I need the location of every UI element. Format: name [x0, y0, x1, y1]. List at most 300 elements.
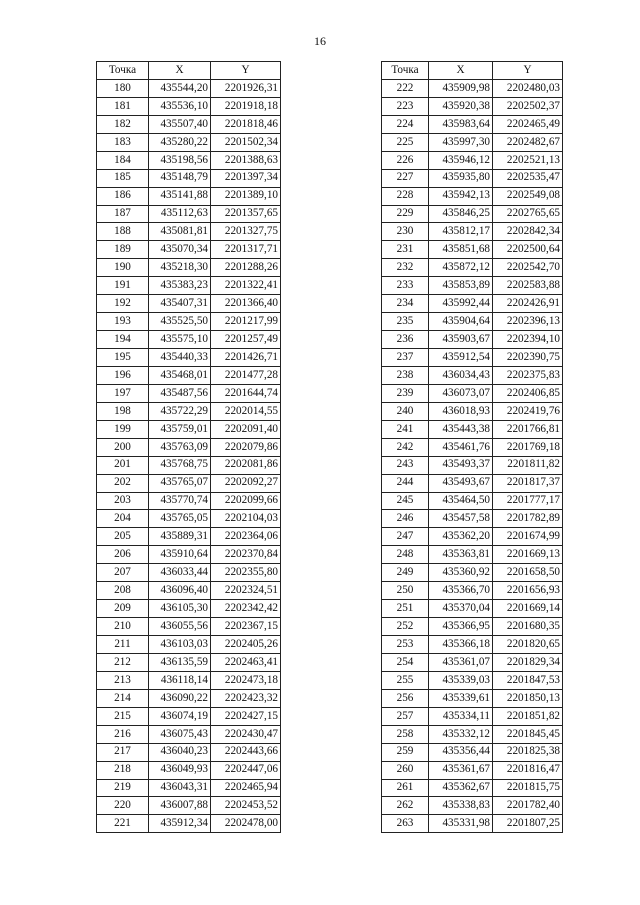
x-coordinate-cell: 435575,10 [149, 331, 211, 349]
y-coordinate-cell: 2202443,66 [211, 743, 281, 761]
table-row [382, 456, 563, 474]
point-number-cell: 210 [97, 618, 149, 636]
x-coordinate-cell: 435461,76 [429, 438, 493, 456]
y-coordinate-cell: 2202765,65 [493, 205, 563, 223]
point-number-cell: 209 [97, 600, 149, 618]
table-row [382, 618, 563, 636]
point-number-cell: 256 [382, 689, 429, 707]
y-coordinate-cell: 2201851,82 [493, 707, 563, 725]
x-coordinate-cell: 435920,38 [429, 97, 493, 115]
table-row [382, 725, 563, 743]
y-coordinate-cell: 2202406,85 [493, 384, 563, 402]
y-coordinate-cell: 2202480,03 [493, 79, 563, 97]
y-coordinate-cell: 2201656,93 [493, 582, 563, 600]
x-coordinate-cell: 435487,56 [149, 384, 211, 402]
x-coordinate-cell: 435992,44 [429, 295, 493, 313]
table-row [382, 151, 563, 169]
y-coordinate-cell: 2201644,74 [211, 384, 281, 402]
point-number-cell: 223 [382, 97, 429, 115]
y-coordinate-cell: 2202081,86 [211, 456, 281, 474]
y-coordinate-cell: 2201389,10 [211, 187, 281, 205]
table-row [382, 707, 563, 725]
y-coordinate-cell: 2202342,42 [211, 600, 281, 618]
table-row [97, 474, 281, 492]
table-row [97, 671, 281, 689]
table-row [97, 241, 281, 259]
table-row [382, 743, 563, 761]
y-coordinate-cell: 2202367,15 [211, 618, 281, 636]
point-number-cell: 244 [382, 474, 429, 492]
table-row [97, 259, 281, 277]
table-row [97, 689, 281, 707]
table-row [97, 402, 281, 420]
point-number-cell: 254 [382, 653, 429, 671]
y-coordinate-cell: 2201845,45 [493, 725, 563, 743]
table-row [382, 474, 563, 492]
point-number-cell: 208 [97, 582, 149, 600]
y-coordinate-cell: 2201769,18 [493, 438, 563, 456]
y-coordinate-cell: 2202453,52 [211, 797, 281, 815]
point-number-cell: 180 [97, 79, 149, 97]
table-row [97, 456, 281, 474]
x-coordinate-cell: 435407,31 [149, 295, 211, 313]
header-point: Точка [97, 62, 149, 80]
coordinates-table-right [381, 61, 563, 833]
table-row [97, 582, 281, 600]
y-coordinate-cell: 2201847,53 [493, 671, 563, 689]
point-number-cell: 219 [97, 779, 149, 797]
y-coordinate-cell: 2202091,40 [211, 420, 281, 438]
point-number-cell: 195 [97, 349, 149, 367]
table-row [97, 653, 281, 671]
x-coordinate-cell: 435946,12 [429, 151, 493, 169]
table-row [382, 259, 563, 277]
point-number-cell: 207 [97, 564, 149, 582]
point-number-cell: 242 [382, 438, 429, 456]
x-coordinate-cell: 435331,98 [429, 815, 493, 833]
point-number-cell: 203 [97, 492, 149, 510]
point-number-cell: 250 [382, 582, 429, 600]
table-row [382, 366, 563, 384]
x-coordinate-cell: 435457,58 [429, 510, 493, 528]
y-coordinate-cell: 2201782,89 [493, 510, 563, 528]
point-number-cell: 221 [97, 815, 149, 833]
y-coordinate-cell: 2202370,84 [211, 546, 281, 564]
table-row [382, 241, 563, 259]
y-coordinate-cell: 2202583,88 [493, 277, 563, 295]
table-row [382, 546, 563, 564]
x-coordinate-cell: 435443,38 [429, 420, 493, 438]
point-number-cell: 240 [382, 402, 429, 420]
point-number-cell: 222 [382, 79, 429, 97]
y-coordinate-cell: 2202465,94 [211, 779, 281, 797]
y-coordinate-cell: 2201777,17 [493, 492, 563, 510]
point-number-cell: 185 [97, 169, 149, 187]
y-coordinate-cell: 2201815,75 [493, 779, 563, 797]
y-coordinate-cell: 2202482,67 [493, 133, 563, 151]
y-coordinate-cell: 2201818,46 [211, 115, 281, 133]
header-y: Y [493, 62, 563, 80]
x-coordinate-cell: 435464,50 [429, 492, 493, 510]
table-row [97, 366, 281, 384]
table-row [97, 546, 281, 564]
x-coordinate-cell: 435112,63 [149, 205, 211, 223]
point-number-cell: 224 [382, 115, 429, 133]
point-number-cell: 252 [382, 618, 429, 636]
x-coordinate-cell: 435889,31 [149, 528, 211, 546]
point-number-cell: 217 [97, 743, 149, 761]
x-coordinate-cell: 435903,67 [429, 331, 493, 349]
table-row [97, 295, 281, 313]
y-coordinate-cell: 2202447,06 [211, 761, 281, 779]
x-coordinate-cell: 435362,67 [429, 779, 493, 797]
point-number-cell: 263 [382, 815, 429, 833]
point-number-cell: 239 [382, 384, 429, 402]
x-coordinate-cell: 435765,05 [149, 510, 211, 528]
table-row [97, 331, 281, 349]
x-coordinate-cell: 435768,75 [149, 456, 211, 474]
point-number-cell: 206 [97, 546, 149, 564]
header-x: X [429, 62, 493, 80]
x-coordinate-cell: 435198,56 [149, 151, 211, 169]
point-number-cell: 213 [97, 671, 149, 689]
x-coordinate-cell: 435851,68 [429, 241, 493, 259]
point-number-cell: 245 [382, 492, 429, 510]
point-number-cell: 211 [97, 636, 149, 654]
table-row [382, 564, 563, 582]
table-row [382, 653, 563, 671]
y-coordinate-cell: 2202099,66 [211, 492, 281, 510]
x-coordinate-cell: 436007,88 [149, 797, 211, 815]
y-coordinate-cell: 2201811,82 [493, 456, 563, 474]
table-row [97, 492, 281, 510]
page-number: 16 [314, 34, 326, 48]
point-number-cell: 255 [382, 671, 429, 689]
table-row [97, 151, 281, 169]
table-row [382, 223, 563, 241]
header-x: X [149, 62, 211, 80]
table-row [97, 743, 281, 761]
x-coordinate-cell: 435853,89 [429, 277, 493, 295]
x-coordinate-cell: 435148,79 [149, 169, 211, 187]
x-coordinate-cell: 435765,07 [149, 474, 211, 492]
table-row [382, 349, 563, 367]
y-coordinate-cell: 2202535,47 [493, 169, 563, 187]
point-number-cell: 226 [382, 151, 429, 169]
table-row [382, 384, 563, 402]
table-row [97, 133, 281, 151]
point-number-cell: 186 [97, 187, 149, 205]
point-number-cell: 181 [97, 97, 149, 115]
x-coordinate-cell: 436049,93 [149, 761, 211, 779]
x-coordinate-cell: 436040,23 [149, 743, 211, 761]
point-number-cell: 261 [382, 779, 429, 797]
x-coordinate-cell: 436034,43 [429, 366, 493, 384]
table-row [97, 725, 281, 743]
table-row [382, 187, 563, 205]
x-coordinate-cell: 436075,43 [149, 725, 211, 743]
y-coordinate-cell: 2202355,80 [211, 564, 281, 582]
table-row [97, 707, 281, 725]
y-coordinate-cell: 2201669,13 [493, 546, 563, 564]
point-number-cell: 241 [382, 420, 429, 438]
y-coordinate-cell: 2202396,13 [493, 313, 563, 331]
y-coordinate-cell: 2202542,70 [493, 259, 563, 277]
y-coordinate-cell: 2202427,15 [211, 707, 281, 725]
point-number-cell: 216 [97, 725, 149, 743]
x-coordinate-cell: 435361,07 [429, 653, 493, 671]
y-coordinate-cell: 2202842,34 [493, 223, 563, 241]
table-row [97, 349, 281, 367]
y-coordinate-cell: 2202549,08 [493, 187, 563, 205]
x-coordinate-cell: 435366,95 [429, 618, 493, 636]
x-coordinate-cell: 435759,01 [149, 420, 211, 438]
y-coordinate-cell: 2201674,99 [493, 528, 563, 546]
point-number-cell: 260 [382, 761, 429, 779]
y-coordinate-cell: 2202390,75 [493, 349, 563, 367]
x-coordinate-cell: 435909,98 [429, 79, 493, 97]
table-row [97, 384, 281, 402]
y-coordinate-cell: 2202394,10 [493, 331, 563, 349]
y-coordinate-cell: 2202079,86 [211, 438, 281, 456]
point-number-cell: 188 [97, 223, 149, 241]
y-coordinate-cell: 2201918,18 [211, 97, 281, 115]
x-coordinate-cell: 435141,88 [149, 187, 211, 205]
point-number-cell: 231 [382, 241, 429, 259]
x-coordinate-cell: 435935,80 [429, 169, 493, 187]
point-number-cell: 246 [382, 510, 429, 528]
x-coordinate-cell: 435334,11 [429, 707, 493, 725]
table-row [97, 97, 281, 115]
x-coordinate-cell: 435812,17 [429, 223, 493, 241]
point-number-cell: 197 [97, 384, 149, 402]
y-coordinate-cell: 2201817,37 [493, 474, 563, 492]
x-coordinate-cell: 435872,12 [429, 259, 493, 277]
table-row [382, 582, 563, 600]
y-coordinate-cell: 2202473,18 [211, 671, 281, 689]
table-row [382, 331, 563, 349]
x-coordinate-cell: 436055,56 [149, 618, 211, 636]
y-coordinate-cell: 2201388,63 [211, 151, 281, 169]
x-coordinate-cell: 435360,92 [429, 564, 493, 582]
point-number-cell: 201 [97, 456, 149, 474]
point-number-cell: 190 [97, 259, 149, 277]
y-coordinate-cell: 2201816,47 [493, 761, 563, 779]
coordinates-table-left [96, 61, 281, 833]
y-coordinate-cell: 2201502,34 [211, 133, 281, 151]
y-coordinate-cell: 2201327,75 [211, 223, 281, 241]
x-coordinate-cell: 435910,64 [149, 546, 211, 564]
table-row [382, 779, 563, 797]
table-row [382, 671, 563, 689]
point-number-cell: 259 [382, 743, 429, 761]
table-row [382, 402, 563, 420]
y-coordinate-cell: 2201217,99 [211, 313, 281, 331]
y-coordinate-cell: 2201926,31 [211, 79, 281, 97]
point-number-cell: 234 [382, 295, 429, 313]
point-number-cell: 232 [382, 259, 429, 277]
x-coordinate-cell: 435983,64 [429, 115, 493, 133]
y-coordinate-cell: 2201397,34 [211, 169, 281, 187]
point-number-cell: 182 [97, 115, 149, 133]
x-coordinate-cell: 436105,30 [149, 600, 211, 618]
table-row [382, 277, 563, 295]
y-coordinate-cell: 2201766,81 [493, 420, 563, 438]
x-coordinate-cell: 435722,29 [149, 402, 211, 420]
y-coordinate-cell: 2202430,47 [211, 725, 281, 743]
point-number-cell: 248 [382, 546, 429, 564]
point-number-cell: 212 [97, 653, 149, 671]
x-coordinate-cell: 435280,22 [149, 133, 211, 151]
x-coordinate-cell: 435942,13 [429, 187, 493, 205]
y-coordinate-cell: 2202324,51 [211, 582, 281, 600]
table-row [97, 618, 281, 636]
table-row [382, 420, 563, 438]
table-row [382, 636, 563, 654]
x-coordinate-cell: 435366,18 [429, 636, 493, 654]
y-coordinate-cell: 2202500,64 [493, 241, 563, 259]
table-row [97, 187, 281, 205]
table-row [382, 313, 563, 331]
point-number-cell: 187 [97, 205, 149, 223]
table-row [382, 600, 563, 618]
point-number-cell: 205 [97, 528, 149, 546]
x-coordinate-cell: 435763,09 [149, 438, 211, 456]
table-row [97, 564, 281, 582]
x-coordinate-cell: 436018,93 [429, 402, 493, 420]
x-coordinate-cell: 435370,04 [429, 600, 493, 618]
x-coordinate-cell: 435362,20 [429, 528, 493, 546]
x-coordinate-cell: 435770,74 [149, 492, 211, 510]
table-row [382, 169, 563, 187]
table-header-row [382, 62, 563, 80]
point-number-cell: 199 [97, 420, 149, 438]
x-coordinate-cell: 435846,25 [429, 205, 493, 223]
y-coordinate-cell: 2201807,25 [493, 815, 563, 833]
table-row [97, 277, 281, 295]
x-coordinate-cell: 436096,40 [149, 582, 211, 600]
x-coordinate-cell: 435997,30 [429, 133, 493, 151]
table-row [97, 223, 281, 241]
x-coordinate-cell: 436043,31 [149, 779, 211, 797]
x-coordinate-cell: 435332,12 [429, 725, 493, 743]
point-number-cell: 215 [97, 707, 149, 725]
y-coordinate-cell: 2202405,26 [211, 636, 281, 654]
point-number-cell: 183 [97, 133, 149, 151]
point-number-cell: 230 [382, 223, 429, 241]
point-number-cell: 228 [382, 187, 429, 205]
point-number-cell: 184 [97, 151, 149, 169]
y-coordinate-cell: 2202521,13 [493, 151, 563, 169]
table-row [97, 761, 281, 779]
point-number-cell: 229 [382, 205, 429, 223]
x-coordinate-cell: 436090,22 [149, 689, 211, 707]
point-number-cell: 233 [382, 277, 429, 295]
x-coordinate-cell: 435218,30 [149, 259, 211, 277]
point-number-cell: 204 [97, 510, 149, 528]
table-row [382, 295, 563, 313]
y-coordinate-cell: 2201820,65 [493, 636, 563, 654]
x-coordinate-cell: 435363,81 [429, 546, 493, 564]
y-coordinate-cell: 2201366,40 [211, 295, 281, 313]
table-row [97, 797, 281, 815]
x-coordinate-cell: 435544,20 [149, 79, 211, 97]
point-number-cell: 196 [97, 366, 149, 384]
x-coordinate-cell: 435904,64 [429, 313, 493, 331]
x-coordinate-cell: 436103,03 [149, 636, 211, 654]
x-coordinate-cell: 435912,54 [429, 349, 493, 367]
table-row [382, 79, 563, 97]
point-number-cell: 251 [382, 600, 429, 618]
point-number-cell: 218 [97, 761, 149, 779]
y-coordinate-cell: 2202423,32 [211, 689, 281, 707]
table-row [97, 438, 281, 456]
x-coordinate-cell: 435493,37 [429, 456, 493, 474]
point-number-cell: 236 [382, 331, 429, 349]
y-coordinate-cell: 2202364,06 [211, 528, 281, 546]
x-coordinate-cell: 435361,67 [429, 761, 493, 779]
y-coordinate-cell: 2201257,49 [211, 331, 281, 349]
table-row [97, 313, 281, 331]
point-number-cell: 200 [97, 438, 149, 456]
table-row [97, 510, 281, 528]
y-coordinate-cell: 2201288,26 [211, 259, 281, 277]
table-row [382, 205, 563, 223]
table-row [382, 797, 563, 815]
table-row [382, 528, 563, 546]
y-coordinate-cell: 2201658,50 [493, 564, 563, 582]
point-number-cell: 262 [382, 797, 429, 815]
point-number-cell: 192 [97, 295, 149, 313]
y-coordinate-cell: 2202104,03 [211, 510, 281, 528]
x-coordinate-cell: 435493,67 [429, 474, 493, 492]
x-coordinate-cell: 436118,14 [149, 671, 211, 689]
y-coordinate-cell: 2201850,13 [493, 689, 563, 707]
x-coordinate-cell: 436033,44 [149, 564, 211, 582]
point-number-cell: 238 [382, 366, 429, 384]
y-coordinate-cell: 2201477,28 [211, 366, 281, 384]
y-coordinate-cell: 2202419,76 [493, 402, 563, 420]
y-coordinate-cell: 2202478,00 [211, 815, 281, 833]
point-number-cell: 214 [97, 689, 149, 707]
x-coordinate-cell: 435440,33 [149, 349, 211, 367]
table-row [382, 689, 563, 707]
x-coordinate-cell: 435339,61 [429, 689, 493, 707]
header-y: Y [211, 62, 281, 80]
x-coordinate-cell: 435338,83 [429, 797, 493, 815]
point-number-cell: 243 [382, 456, 429, 474]
table-row [97, 169, 281, 187]
x-coordinate-cell: 436074,19 [149, 707, 211, 725]
point-number-cell: 194 [97, 331, 149, 349]
point-number-cell: 220 [97, 797, 149, 815]
point-number-cell: 247 [382, 528, 429, 546]
table-row [382, 115, 563, 133]
point-number-cell: 249 [382, 564, 429, 582]
x-coordinate-cell: 435912,34 [149, 815, 211, 833]
x-coordinate-cell: 436135,59 [149, 653, 211, 671]
y-coordinate-cell: 2202375,83 [493, 366, 563, 384]
table-row [382, 761, 563, 779]
y-coordinate-cell: 2201357,65 [211, 205, 281, 223]
point-number-cell: 225 [382, 133, 429, 151]
table-row [97, 79, 281, 97]
point-number-cell: 227 [382, 169, 429, 187]
y-coordinate-cell: 2201669,14 [493, 600, 563, 618]
y-coordinate-cell: 2202502,37 [493, 97, 563, 115]
table-row [97, 779, 281, 797]
table-row [382, 815, 563, 833]
